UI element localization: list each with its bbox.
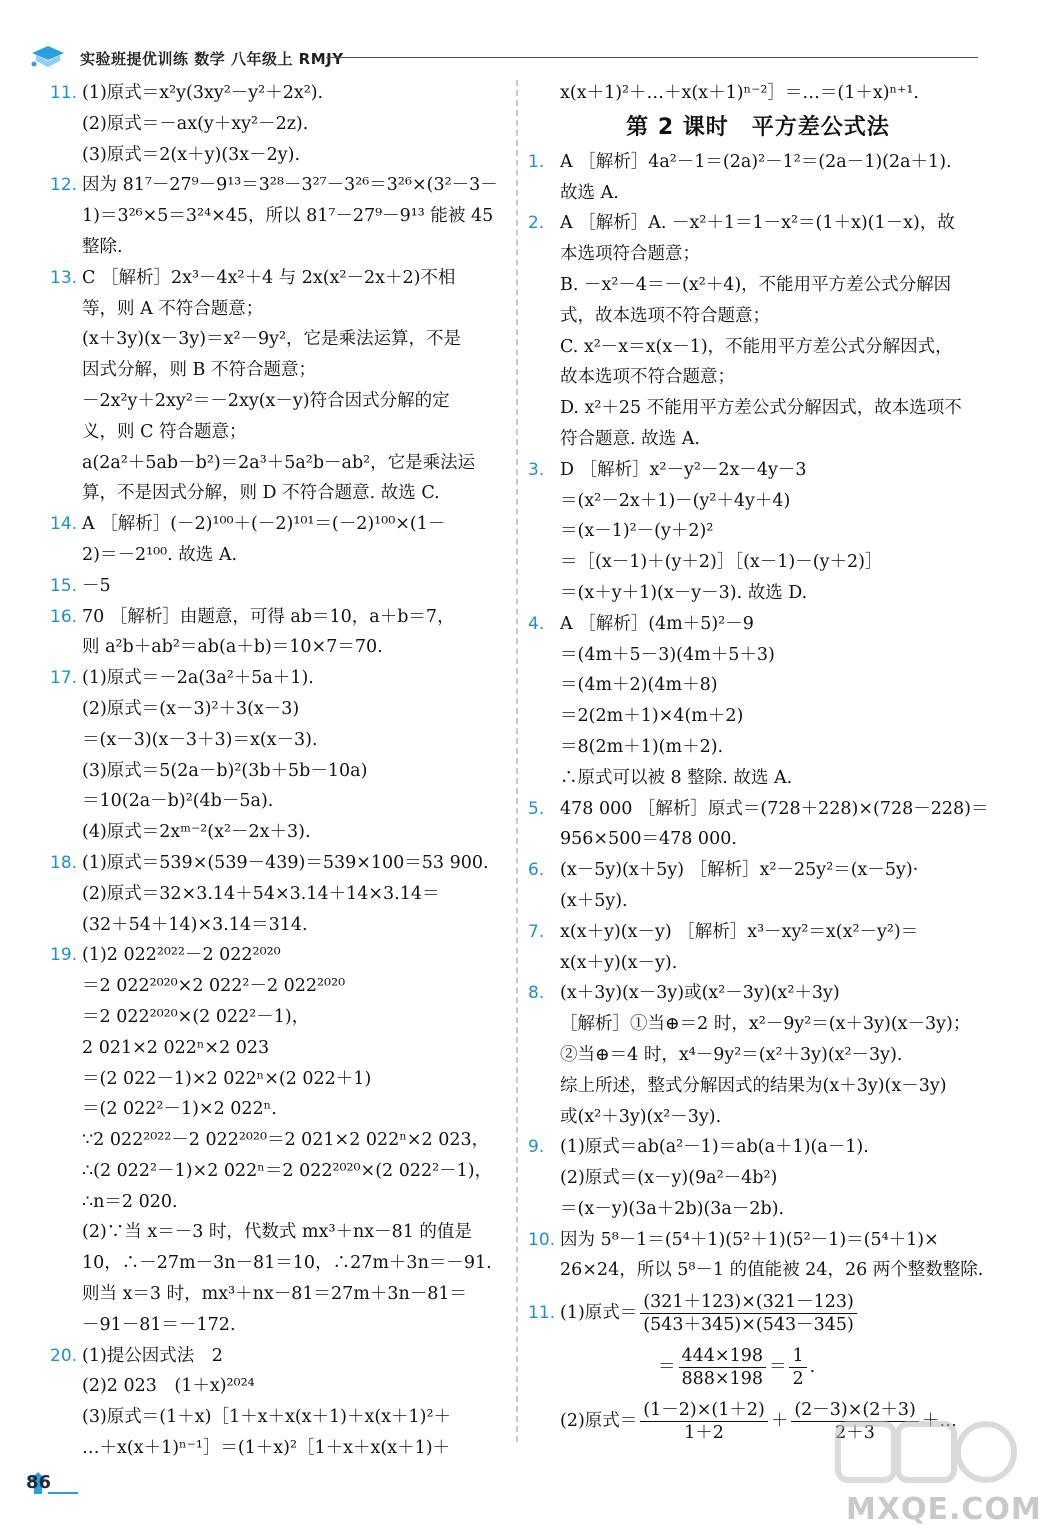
- answer-line: [528, 701, 988, 732]
- answer-line-start: [528, 147, 988, 178]
- answer-line: [50, 725, 505, 756]
- answer-text: 478 000 ［解析］原式＝(728＋228)×(728－228)＝: [560, 798, 989, 819]
- right-answers: [528, 147, 988, 1286]
- answer-line-start: [50, 848, 505, 879]
- answer-text: A ［解析］(－2)¹⁰⁰＋(－2)¹⁰¹＝(－2)¹⁰⁰×(1－: [82, 514, 446, 535]
- question-number: 3.: [528, 459, 545, 480]
- answer-text: ＝(x＋y＋1)(x－y－3). 故选 D.: [560, 582, 808, 603]
- watermark-text: MXQE.COM: [846, 1492, 1042, 1527]
- answer-text: (1)原式＝x²y(3xy²－y²＋2x²).: [82, 83, 324, 103]
- answer-line: [50, 232, 505, 263]
- header-rule: [326, 57, 978, 58]
- answer-line: [528, 948, 988, 979]
- answer-line: [528, 732, 988, 763]
- answer-text: 等，则 A 不符合题意；: [82, 298, 264, 319]
- numerator: 1: [789, 1345, 806, 1368]
- answer-line: [528, 332, 988, 363]
- answer-text: a(2a²＋5ab－b²)＝2a³＋5a²b－ab²，它是乘法运: [82, 452, 476, 473]
- answer-text: (2)∵当 x＝－3 时，代数式 mx³＋nx－81 的值是: [82, 1222, 472, 1243]
- question-number: 10.: [528, 1229, 556, 1250]
- answer-line: [528, 670, 988, 701]
- answer-line: [528, 1071, 988, 1102]
- answer-text: ＝10(2a－b)²(4b－5a).: [82, 791, 274, 812]
- answer-text: (x＋5y).: [560, 890, 628, 911]
- right-column: [528, 78, 988, 1448]
- answer-line: [528, 547, 988, 578]
- answer-text: 因为 81⁷－27⁹－9¹³＝3²⁸－3²⁷－3²⁶＝3²⁶×(3²－3－: [82, 175, 498, 196]
- answer-text: A ［解析］4a²－1＝(2a)²－1²＝(2a－1)(2a＋1).: [560, 151, 952, 172]
- answer-line: [50, 417, 505, 448]
- answer-line-start: [528, 917, 988, 948]
- answer-text: (x－5y)(x＋5y) ［解析］x²－25y²＝(x－5y)·: [560, 860, 919, 881]
- answer-text: －2x²y＋2xy²＝－2xy(x－y)符合因式分解的定: [82, 390, 450, 411]
- answer-line: [50, 756, 505, 787]
- answer-text: …＋x(x＋1)ⁿ⁻¹］＝(1＋x)²［1＋x＋x(x＋1)＋: [82, 1438, 451, 1459]
- column-divider: [516, 80, 518, 1442]
- numerator: (321＋123)×(321－123): [640, 1291, 857, 1314]
- answer-text: 本选项符合题意；: [560, 244, 700, 265]
- answer-text: x(x＋y)(x－y) ［解析］x³－xy²＝x(x²－y²)＝: [560, 921, 919, 942]
- answer-text: ［解析］①当⊕＝2 时，x²－9y²＝(x＋3y)(x－3y)；: [560, 1014, 971, 1035]
- page-number: 86: [26, 1472, 52, 1493]
- answer-text: B. －x²－4＝－(x²＋4)，不能用平方差公式分解因: [560, 274, 952, 295]
- numerator: (1－2)×(1＋2): [640, 1399, 768, 1422]
- question-number: 11.: [528, 1303, 556, 1324]
- question-number: 13.: [50, 267, 78, 288]
- answer-text: ＝(x²－2x＋1)－(y²＋4y＋4): [560, 490, 791, 511]
- question-number: 20.: [50, 1345, 78, 1366]
- continued-line: x(x＋1)²＋…＋x(x＋1)ⁿ⁻²］＝…＝(1＋x)ⁿ⁺¹.: [560, 83, 919, 103]
- answer-text: 70 ［解析］由题意，可得 ab＝10，a＋b＝7，: [82, 606, 455, 627]
- answer-line: [528, 1040, 988, 1071]
- answer-text: 2)＝－2¹⁰⁰. 故选 A.: [82, 544, 238, 565]
- answer-line-start: [528, 794, 988, 825]
- answer-line-start: [528, 208, 988, 239]
- answer-line-start: [50, 509, 505, 540]
- answer-line-start: [528, 1132, 988, 1163]
- answer-line: [50, 1002, 505, 1033]
- answer-line: [50, 1094, 505, 1125]
- answer-text: (32＋54＋14)×3.14＝314.: [82, 914, 308, 935]
- equals-sign: ＝: [768, 1357, 787, 1378]
- answer-text: －91－81＝－172.: [82, 1314, 236, 1335]
- answer-text: 综上所述，整式分解因式的结果为(x＋3y)(x－3y): [560, 1075, 947, 1096]
- answer-text: ＝8(2m＋1)(m＋2).: [560, 736, 724, 757]
- equals-sign: ＝: [658, 1357, 676, 1378]
- question-number: 6.: [528, 860, 545, 881]
- answer-line: [50, 1433, 505, 1464]
- answer-text: ＝(2 022²－1)×2 022ⁿ.: [82, 1099, 277, 1120]
- answer-line: [528, 393, 988, 424]
- answer-text: 故选 A.: [560, 182, 619, 203]
- question-number: 18.: [50, 852, 78, 873]
- answer-line: [528, 424, 988, 455]
- question-number: 2.: [528, 213, 545, 234]
- question-number: 8.: [528, 983, 545, 1004]
- answer-text: 则当 x＝3 时，mx³＋nx－81＝27m＋3n－81＝: [82, 1284, 468, 1305]
- answer-line: [528, 1163, 988, 1194]
- answer-line-start: [50, 170, 505, 201]
- answer-text: 故本选项不符合题意；: [560, 367, 735, 388]
- answer-text: ∵2 022²⁰²²－2 022²⁰²⁰＝2 021×2 022ⁿ×2 023，: [82, 1130, 490, 1151]
- answer-text: (3)原式＝5(2a－b)²(3b＋5b－10a): [82, 760, 368, 781]
- answer-line: [50, 386, 505, 417]
- answer-line: [50, 355, 505, 386]
- answer-text: ∴n＝2 020.: [82, 1191, 178, 1212]
- period: .: [809, 1357, 816, 1378]
- answer-line: [528, 1194, 988, 1225]
- answer-text: 1)＝3²⁶×5＝3²⁴×45，所以 81⁷－27⁹－9¹³ 能被 45: [82, 206, 494, 227]
- answer-text: 26×24，所以 5⁸－1 的值能被 24，26 两个整数整除.: [560, 1260, 984, 1281]
- answer-text: 算，不是因式分解，则 D 不符合题意. 故选 C.: [82, 483, 440, 504]
- answer-line: [50, 478, 505, 509]
- answer-text: A ［解析］A. －x²＋1＝1－x²＝(1＋x)(1－x)，故: [560, 213, 955, 234]
- answer-text: (x＋3y)(x－3y)或(x²－3y)(x²＋3y): [560, 983, 840, 1004]
- answer-text: ∴原式可以被 8 整除. 故选 A.: [560, 767, 793, 788]
- answer-line: [50, 1187, 505, 1218]
- answer-text: ＝(x－y)(3a＋2b)(3a－2b).: [560, 1198, 785, 1219]
- denominator: 2: [792, 1368, 804, 1389]
- answer-text: (1)原式＝539×(539－439)＝539×100＝53 900.: [82, 852, 489, 873]
- answer-text: (2)原式＝(x－3)²＋3(x－3): [82, 698, 300, 719]
- answer-line: [528, 362, 988, 393]
- answer-text: 符合题意. 故选 A.: [560, 428, 700, 449]
- answer-text: 2 021×2 022ⁿ×2 023: [82, 1037, 270, 1058]
- answer-line-start: [528, 978, 988, 1009]
- answer-line: [528, 239, 988, 270]
- question-number: 9.: [528, 1137, 545, 1158]
- question-number: 15.: [50, 575, 78, 596]
- answer-text: (1)原式＝－2a(3a²＋5a＋1).: [82, 668, 314, 689]
- answer-line: [50, 971, 505, 1002]
- answer-line: [50, 694, 505, 725]
- answer-text: ＝(4m＋2)(4m＋8): [560, 675, 718, 696]
- answer-text: 整除.: [82, 236, 123, 257]
- q11-part1-cont: [528, 1340, 988, 1394]
- answer-text: ②当⊕＝4 时，x⁴－9y²＝(x²＋3y)(x²－3y).: [560, 1044, 903, 1065]
- question-number: 16.: [50, 606, 78, 627]
- answer-line: [528, 763, 988, 794]
- answer-line: [528, 640, 988, 671]
- answer-line: [528, 270, 988, 301]
- answer-text: (2)2 023 (1＋x)²⁰²⁴: [82, 1376, 255, 1397]
- answer-text: x(x＋y)(x－y).: [560, 952, 678, 973]
- answer-line: [50, 1033, 505, 1064]
- answer-line: [50, 1310, 505, 1341]
- answer-line: [528, 516, 988, 547]
- lesson-title: 第 2 课时 平方差公式法: [626, 114, 890, 140]
- answer-line: [50, 1064, 505, 1095]
- book-logo-icon: [30, 44, 66, 70]
- answer-line-start: [50, 602, 505, 633]
- answer-line-start: [50, 1341, 505, 1372]
- answer-line-start: [50, 78, 505, 109]
- question-number: 1.: [528, 151, 545, 172]
- answer-line: [50, 1156, 505, 1187]
- question-number: 4.: [528, 613, 545, 634]
- answer-text: 956×500＝478 000.: [560, 829, 737, 850]
- answer-text: ＝(x－3)(x－3＋3)＝x(x－3).: [82, 729, 318, 750]
- answer-line-start: [50, 571, 505, 602]
- answer-text: D ［解析］x²－y²－2x－4y－3: [560, 459, 807, 480]
- answer-line: [528, 886, 988, 917]
- answer-text: 因式分解，则 B 不符合题意；: [82, 360, 316, 381]
- answer-line: [528, 1009, 988, 1040]
- answer-line: [50, 1371, 505, 1402]
- page-header: [30, 44, 980, 72]
- answer-line-start: [50, 940, 505, 971]
- answer-line: [50, 1248, 505, 1279]
- answer-text: ＝2 022²⁰²⁰×(2 022²－1)，: [82, 1006, 310, 1027]
- denominator: (543＋345)×(543－345): [643, 1314, 854, 1335]
- answer-line: [50, 540, 505, 571]
- question-number: 7.: [528, 921, 545, 942]
- answer-line-start: [528, 1225, 988, 1256]
- answer-text: (1)2 022²⁰²²－2 022²⁰²⁰: [82, 945, 281, 966]
- answer-text: (1)提公因式法 2: [82, 1345, 223, 1366]
- answer-text: (2)原式＝32×3.14＋54×3.14＋14×3.14＝: [82, 883, 440, 904]
- answer-text: (x＋3y)(x－3y)＝x²－9y²，它是乘法运算，不是: [82, 329, 462, 350]
- answer-text: ＝(x－1)²－(y＋2)²: [560, 521, 714, 542]
- answer-text: (1)原式＝ab(a²－1)＝ab(a＋1)(a－1).: [560, 1137, 869, 1158]
- answer-line-start: [528, 855, 988, 886]
- answer-line-start: [528, 609, 988, 640]
- answer-text: (3)原式＝(1＋x)［1＋x＋x(x＋1)＋x(x＋1)²＋: [82, 1407, 452, 1428]
- answer-text: A ［解析］(4m＋5)²－9: [560, 613, 754, 634]
- answer-line: [50, 632, 505, 663]
- answer-text: ＝2(2m＋1)×4(m＋2): [560, 706, 744, 727]
- question-number: 17.: [50, 668, 78, 689]
- ellipsis: ＋…: [921, 1411, 957, 1432]
- denominator: 888×198: [681, 1368, 763, 1389]
- answer-text: (4)原式＝2xᵐ⁻²(x²－2x＋3).: [82, 822, 311, 843]
- answer-line: [50, 786, 505, 817]
- question-number: 14.: [50, 514, 78, 535]
- denominator: 1＋2: [684, 1422, 724, 1443]
- answer-text: C ［解析］2x³－4x²＋4 与 2x(x²－2x＋2)不相: [82, 267, 456, 288]
- answer-text: ∴(2 022²－1)×2 022ⁿ＝2 022²⁰²⁰×(2 022²－1)，: [82, 1160, 493, 1181]
- q11-part1: [528, 1286, 988, 1340]
- numerator: 444×198: [679, 1345, 766, 1368]
- answer-text: 10，∴－27m－3n－81＝10，∴27m＋3n＝－91.: [82, 1253, 492, 1274]
- answer-line: [528, 178, 988, 209]
- book-title: 实验班提优训练 数学 八年级上 RMJY: [80, 50, 344, 68]
- answer-line: [528, 301, 988, 332]
- answer-line: [50, 201, 505, 232]
- answer-text: 因为 5⁸－1＝(5⁴＋1)(5²＋1)(5²－1)＝(5⁴＋1)×: [560, 1229, 939, 1250]
- answer-line: [50, 817, 505, 848]
- answer-line: [528, 486, 988, 517]
- answer-text: 义，则 C 符合题意；: [82, 421, 247, 442]
- question-number: 19.: [50, 945, 78, 966]
- fraction: [789, 1345, 806, 1390]
- answer-text: C. x²－x＝x(x－1)，不能用平方差公式分解因式，: [560, 336, 953, 357]
- answer-line: [50, 910, 505, 941]
- answer-line: [50, 294, 505, 325]
- q11-p1-label: (1)原式＝: [560, 1303, 638, 1324]
- question-number: 5.: [528, 798, 545, 819]
- answer-line-start: [528, 455, 988, 486]
- answer-line: [528, 578, 988, 609]
- answer-text: D. x²＋25 不能用平方差公式分解因式，故本选项不: [560, 398, 962, 419]
- answer-text: ＝(4m＋5－3)(4m＋5＋3): [560, 644, 775, 665]
- answer-line: [528, 824, 988, 855]
- answer-line: [50, 1125, 505, 1156]
- answer-text: ＝(2 022－1)×2 022ⁿ×(2 022＋1): [82, 1068, 372, 1089]
- answer-text: ＝［(x－1)＋(y＋2)］［(x－1)－(y＋2)］: [560, 552, 883, 573]
- answer-line: [50, 109, 505, 140]
- fraction: [640, 1399, 768, 1444]
- left-column: [50, 78, 505, 1464]
- answer-text: －5: [82, 575, 111, 596]
- question-number: 12.: [50, 175, 78, 196]
- answer-line: [50, 879, 505, 910]
- answer-line: [50, 1217, 505, 1248]
- numerator: (2－3)×(2＋3): [791, 1399, 919, 1422]
- answer-text: (2)原式＝－ax(y＋xy²－2z).: [82, 113, 309, 134]
- answer-line: [50, 1279, 505, 1310]
- answer-text: (3)原式＝2(x＋y)(3x－2y).: [82, 144, 301, 165]
- fraction: [640, 1291, 857, 1336]
- answer-line: [50, 448, 505, 479]
- answer-line: [528, 1255, 988, 1286]
- answer-line: [50, 1402, 505, 1433]
- fraction: [679, 1345, 766, 1390]
- denominator: 2＋3: [835, 1422, 875, 1443]
- question-number: 11.: [50, 83, 78, 103]
- answer-line: [528, 1102, 988, 1133]
- answer-line: [50, 324, 505, 355]
- answer-line: [50, 140, 505, 171]
- answer-text: (2)原式＝(x－y)(9a²－4b²): [560, 1168, 778, 1189]
- answer-text: 则 a²b＋ab²＝ab(a＋b)＝10×7＝70.: [82, 637, 383, 658]
- q11-p2-label: (2)原式＝: [560, 1411, 638, 1432]
- answer-text: ＝2 022²⁰²⁰×2 022²－2 022²⁰²⁰: [82, 976, 346, 997]
- answer-text: 或(x²＋3y)(x²－3y).: [560, 1106, 722, 1127]
- answer-line-start: [50, 263, 505, 294]
- answer-text: 式，故本选项不符合题意；: [560, 305, 770, 326]
- plus-sign: ＋: [770, 1411, 789, 1432]
- answer-line-start: [50, 663, 505, 694]
